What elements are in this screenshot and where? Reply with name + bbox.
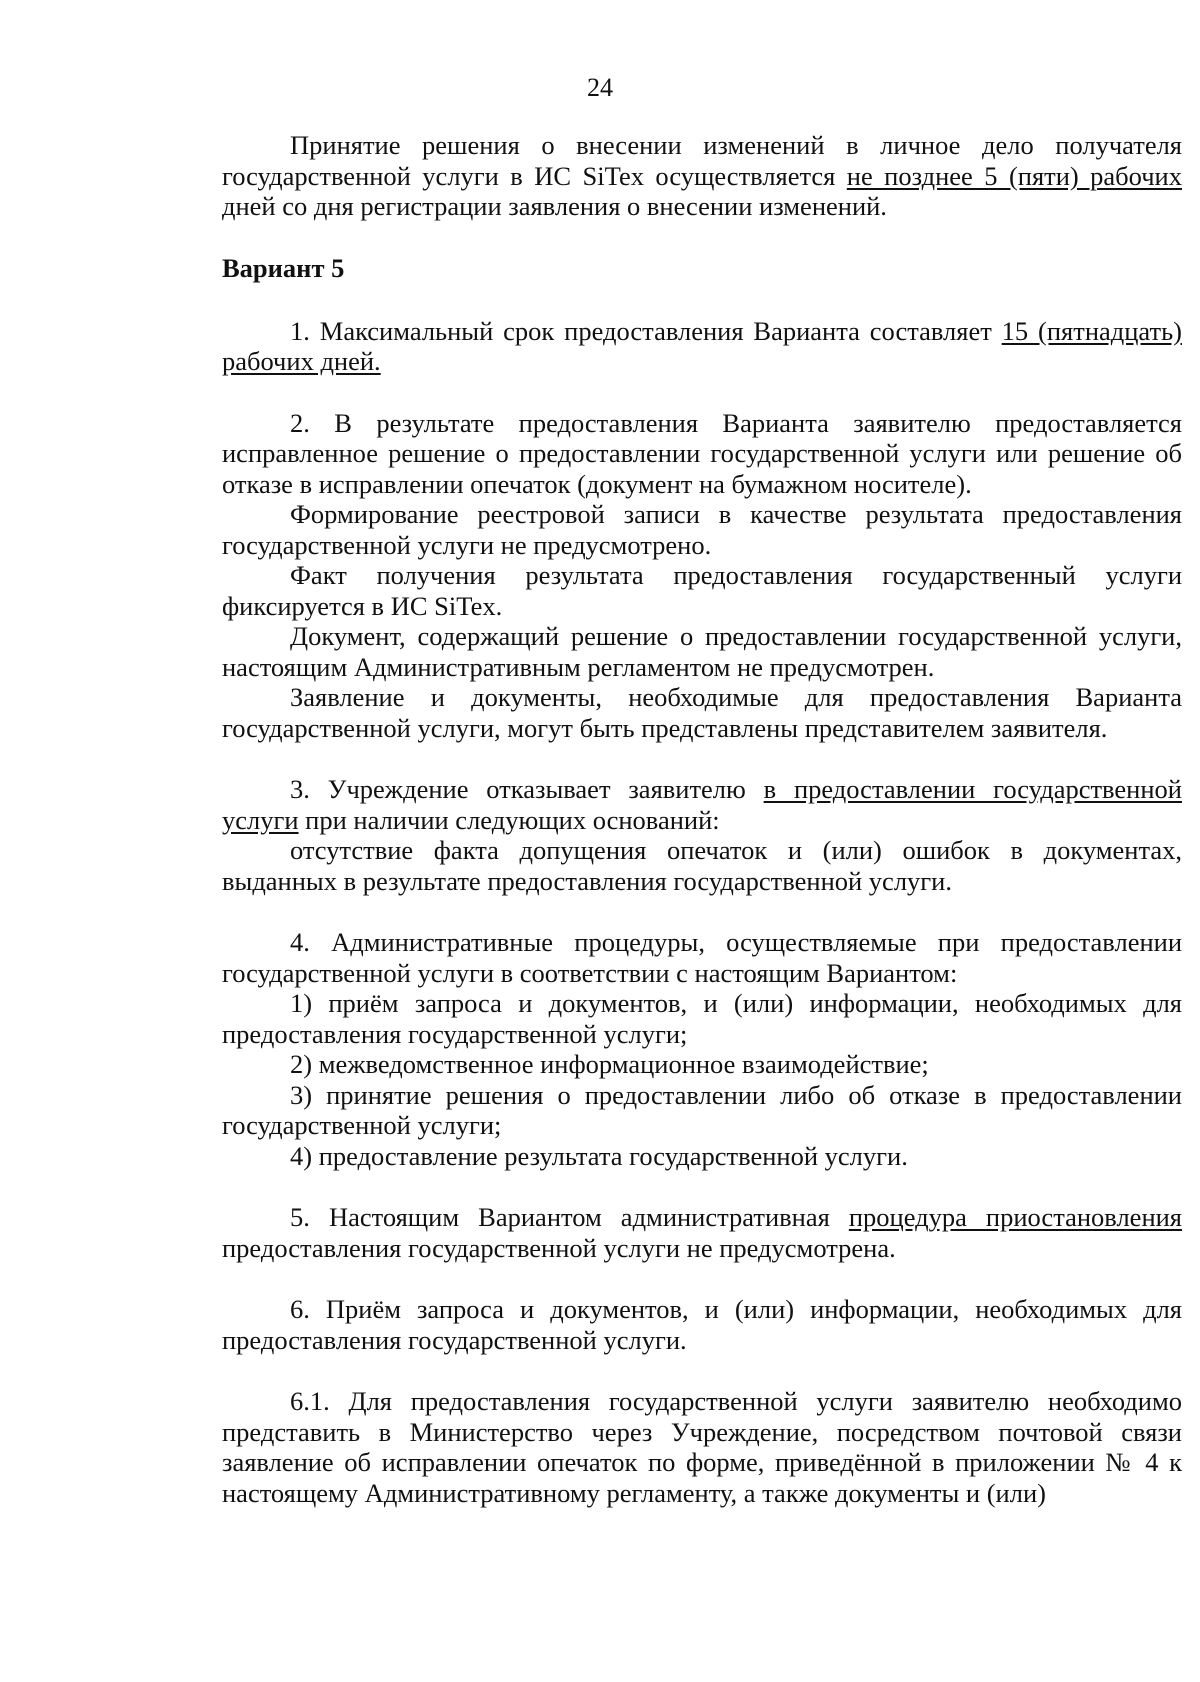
item-3-text-before: 3. Учреждение отказывает заявителю: [290, 774, 764, 804]
item-3-ground-paragraph: отсутствие факта допущения опечаток и (или) ошибок в документах, выданных в результате предоставления государственной услуги.: [222, 835, 1182, 896]
item-2-fact-paragraph: Факт получения результата предоставления государственный услуги фиксируется в ИС SiTex.: [222, 560, 1182, 621]
page-number: 24: [587, 73, 613, 102]
item-4: 4. Административные процедуры, осуществляемые при предоставлении государственной услуги в соответствии с настоящим Вариантом:: [222, 927, 1182, 988]
item-5-text-before: 5. Настоящим Вариантом административная: [290, 1202, 849, 1232]
intro-text-before: Принятие решения о внесении изменений в личное дело получателя государственной услуги в ИС SiTex осуществляется: [222, 130, 1182, 191]
item-1-term-underlined: 15 (пятнадцать) рабочих дней.: [222, 315, 1182, 376]
intro-text-after: дней со дня регистрации заявления о внесении изменений.: [222, 191, 887, 221]
item-3: [222, 774, 1182, 835]
item-5-text-after: предоставления государственной услуги не предусмотрена.: [222, 1232, 896, 1263]
item-6: 6. Приём запроса и документов, и (или) информации, необходимых для предоставления государственной услуги.: [222, 1294, 1182, 1355]
item-1-text: 1. Максимальный срок предоставления Варианта составляет: [290, 315, 1002, 346]
item-3-text-after: при наличии следующих оснований:: [298, 804, 720, 835]
item-6-1: 6.1. Для предоставления государственной услуги заявителю необходимо представить в Министерство через Учреждение, посредством почтовой связи заявление об исправлении опечаток по форме, приведённой в приложении № 4 к настоящему Административному регламенту, а также документы и (или): [222, 1386, 1182, 1508]
section-heading: Вариант 5: [222, 252, 345, 283]
item-5-underlined: процедура приостановления: [848, 1202, 1182, 1232]
item-2-registry-paragraph: Формирование реестровой записи в качестве результата предоставления государственной услуги не предусмотрено.: [222, 499, 1182, 560]
item-5: [222, 1202, 1182, 1263]
item-4-procedure-4: 4) предоставление результата государственной услуги.: [290, 1140, 908, 1171]
item-2-representative-paragraph: Заявление и документы, необходимые для предоставления Варианта государственной услуги, могут быть представлены представителем заявителя.: [222, 682, 1182, 743]
intro-paragraph: [222, 130, 1182, 222]
document-body: [222, 130, 1182, 1508]
intro-deadline-underlined: не позднее 5 (пяти) рабочих: [846, 160, 1182, 191]
item-4-procedure-3: 3) принятие решения о предоставлении либо об отказе в предоставлении государственной услуги;: [222, 1079, 1182, 1140]
item-4-procedure-2: 2) межведомственное информационное взаимодействие;: [290, 1049, 929, 1079]
item-1: [222, 316, 1182, 377]
item-4-procedure-1: 1) приём запроса и документов, и (или) информации, необходимых для предоставления государственной услуги;: [222, 988, 1182, 1049]
item-3-underlined: в предоставлении государственной услуги: [222, 774, 1182, 835]
item-2-document-paragraph: Документ, содержащий решение о предоставлении государственной услуги, настоящим Административным регламентом не предусмотрен.: [222, 621, 1182, 682]
item-2: 2. В результате предоставления Варианта заявителю предоставляется исправленное решение о предоставлении государственной услуги или решение об отказе в исправлении опечаток (документ на бумажном носителе).: [222, 407, 1182, 499]
